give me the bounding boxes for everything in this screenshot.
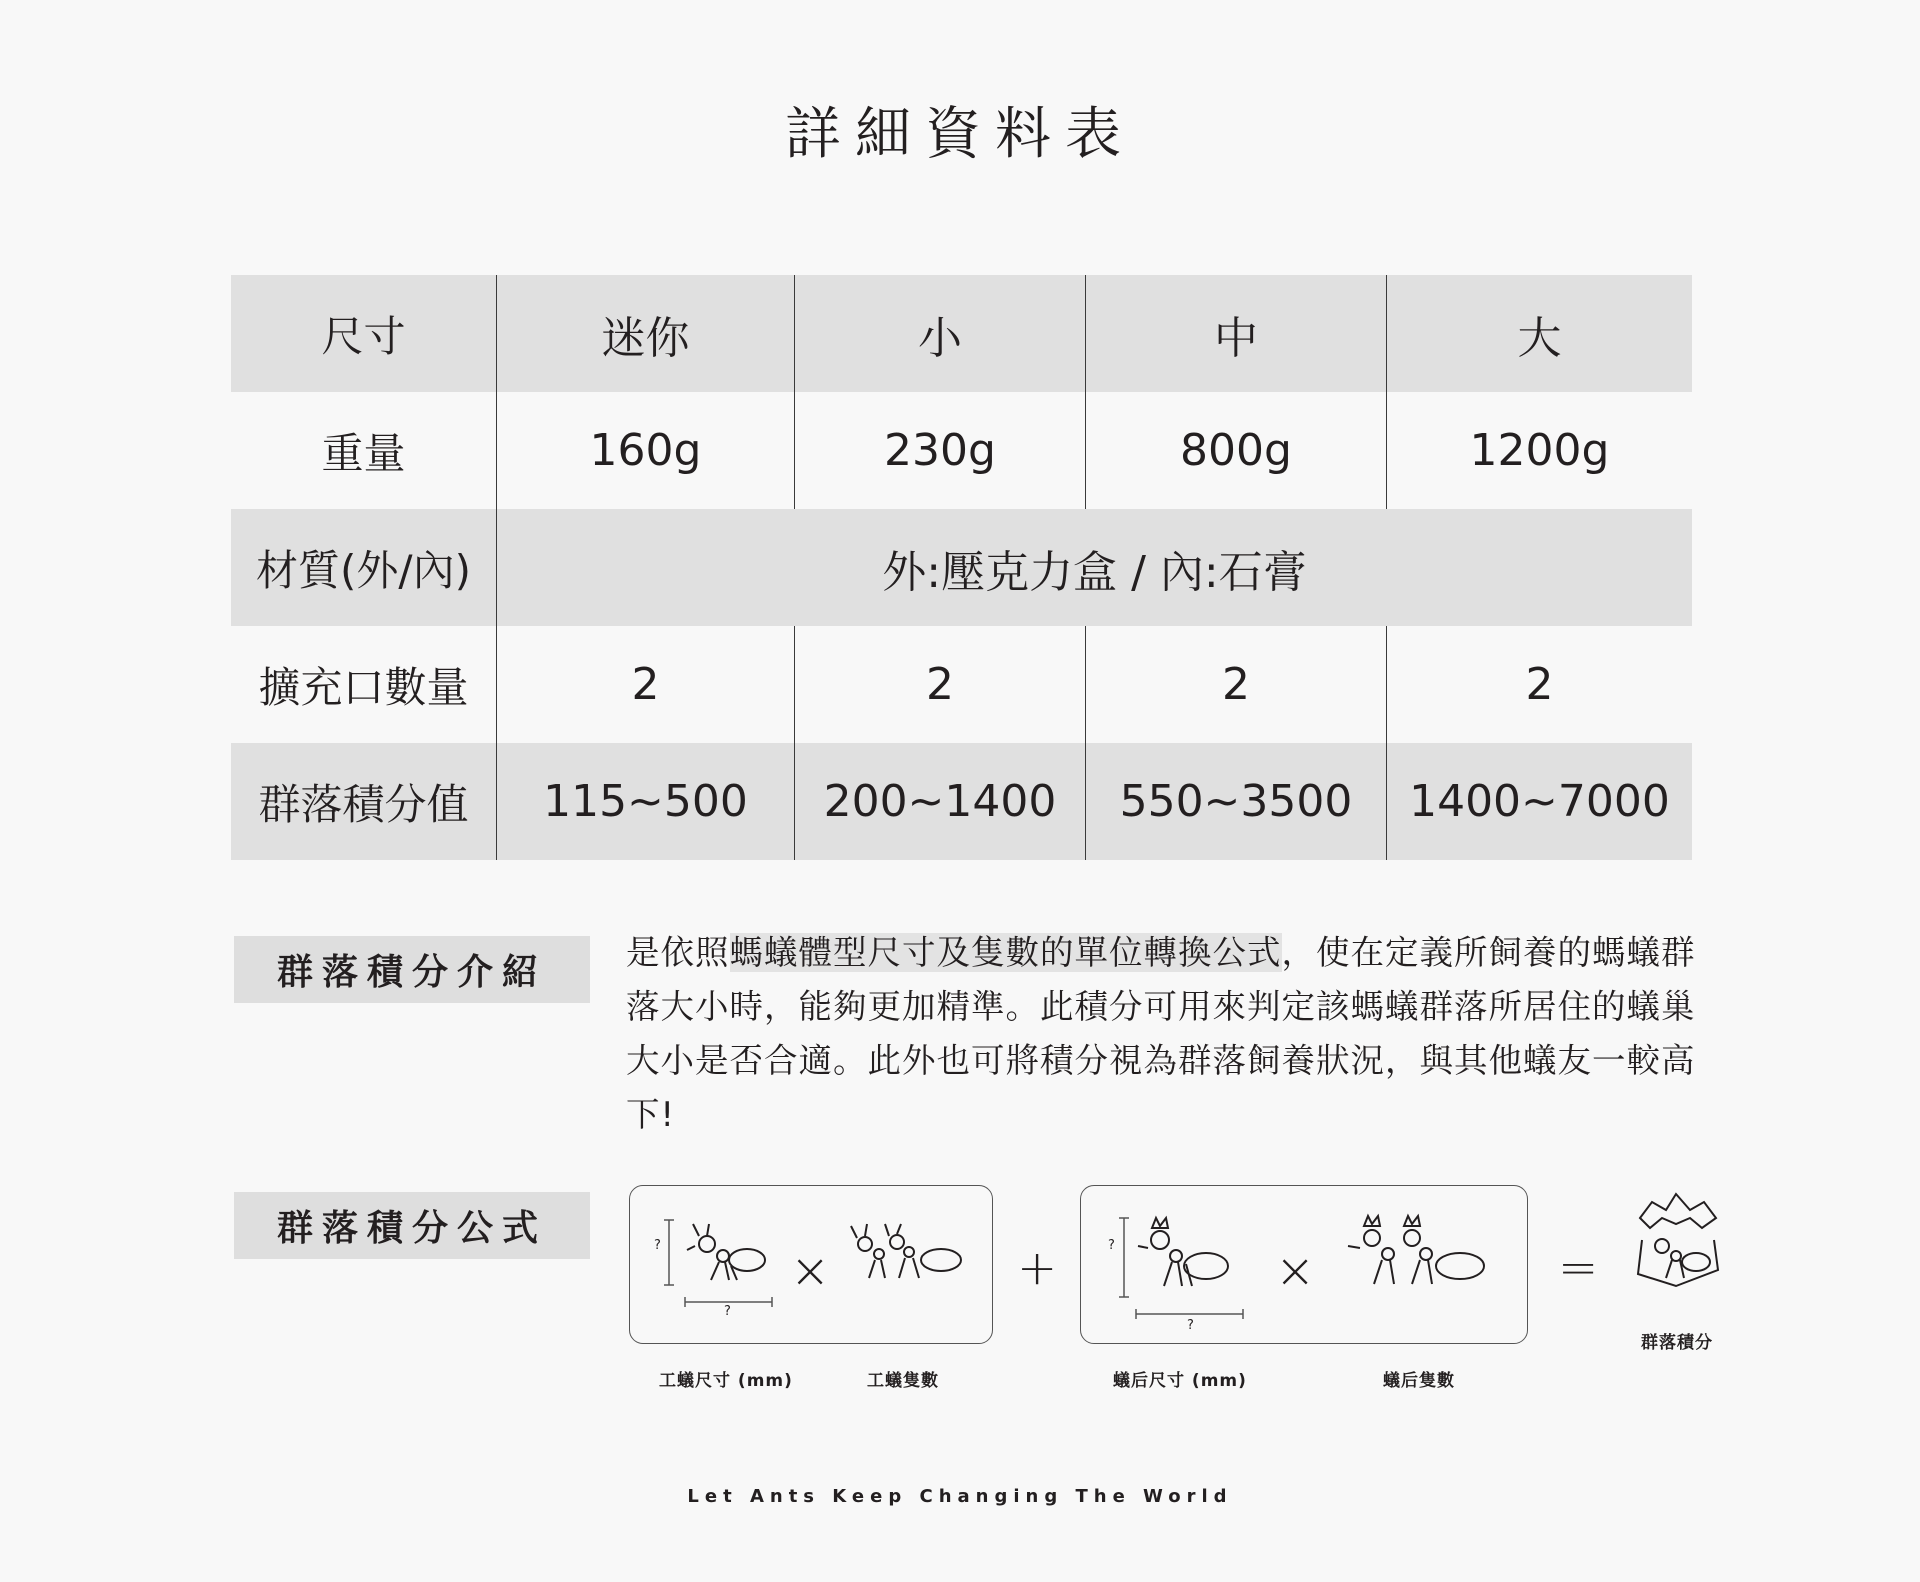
score-large: 1400~7000 [1386,743,1692,860]
caption-worker-count: 工蟻隻數 [867,1371,939,1391]
size-small: 小 [794,275,1085,392]
row-header-score: 群落積分值 [258,779,469,829]
intro-prefix: 是依照 [626,933,730,972]
table-row-size [231,275,1692,392]
table-row-score [231,743,1692,860]
queen-length-unknown: ? [1187,1318,1195,1333]
weight-small: 230g [794,392,1085,509]
queen-height-unknown: ? [1108,1238,1116,1253]
intro-paragraph [626,926,1716,1142]
score-medium: 550~3500 [1085,743,1386,860]
plus-operator: + [1017,1240,1058,1296]
weight-mini: 160g [496,392,794,509]
crown-ant-icon [1632,1190,1722,1300]
size-large: 大 [1386,275,1692,392]
page-title: 詳細資料表 [785,102,1135,167]
weight-large: 1200g [1386,392,1692,509]
formula-label: 群落積分公式 [234,1192,590,1259]
ports-small: 2 [794,626,1085,743]
caption-queen-size: 蟻后尺寸 (mm) [1113,1371,1247,1391]
worker-ant-icon [685,1218,775,1288]
row-header-weight: 重量 [321,428,406,478]
table-row-weight [231,392,1692,509]
table-row-ports [231,626,1692,743]
table-row-material [231,509,1692,626]
worker-length-unknown: ? [724,1304,732,1319]
caption-queen-count: 蟻后隻數 [1383,1371,1455,1391]
score-mini: 115~500 [496,743,794,860]
row-header-ports: 擴充口數量 [258,662,469,712]
times-operator-1: × [790,1243,831,1299]
intro-label: 群落積分介紹 [234,936,590,1003]
ports-mini: 2 [496,626,794,743]
material-value: 外:壓克力盒 / 內:石膏 [496,509,1692,626]
score-small: 200~1400 [794,743,1085,860]
intro-rest: ，使在定義所飼養的螞蟻群落大小時，能夠更加精準。此積分可用來判定該螞蟻群落所居住的蟻巢大小是否合適。此外也可將積分視為群落飼養狀況，與其他蟻友一較高下! [626,933,1696,1134]
intro-highlight: 螞蟻體型尺寸及隻數的單位轉換公式 [729,933,1282,972]
queen-group-icon [1340,1210,1500,1300]
queen-ant-icon [1132,1212,1247,1302]
size-mini: 迷你 [496,275,794,392]
ant-group-icon [845,1218,970,1288]
row-header-material: 材質(外/內) [256,545,471,595]
weight-medium: 800g [1085,392,1386,509]
caption-worker-size: 工蟻尺寸 (mm) [659,1371,793,1391]
spec-table [231,275,1692,860]
times-operator-2: × [1275,1243,1316,1299]
worker-height-unknown: ? [654,1238,662,1253]
tagline: Let Ants Keep Changing The World [687,1486,1233,1507]
ports-large: 2 [1386,626,1692,743]
caption-result: 群落積分 [1641,1333,1713,1353]
size-medium: 中 [1085,275,1386,392]
row-header-size: 尺寸 [321,311,406,361]
equals-operator: = [1558,1240,1599,1296]
ports-medium: 2 [1085,626,1386,743]
